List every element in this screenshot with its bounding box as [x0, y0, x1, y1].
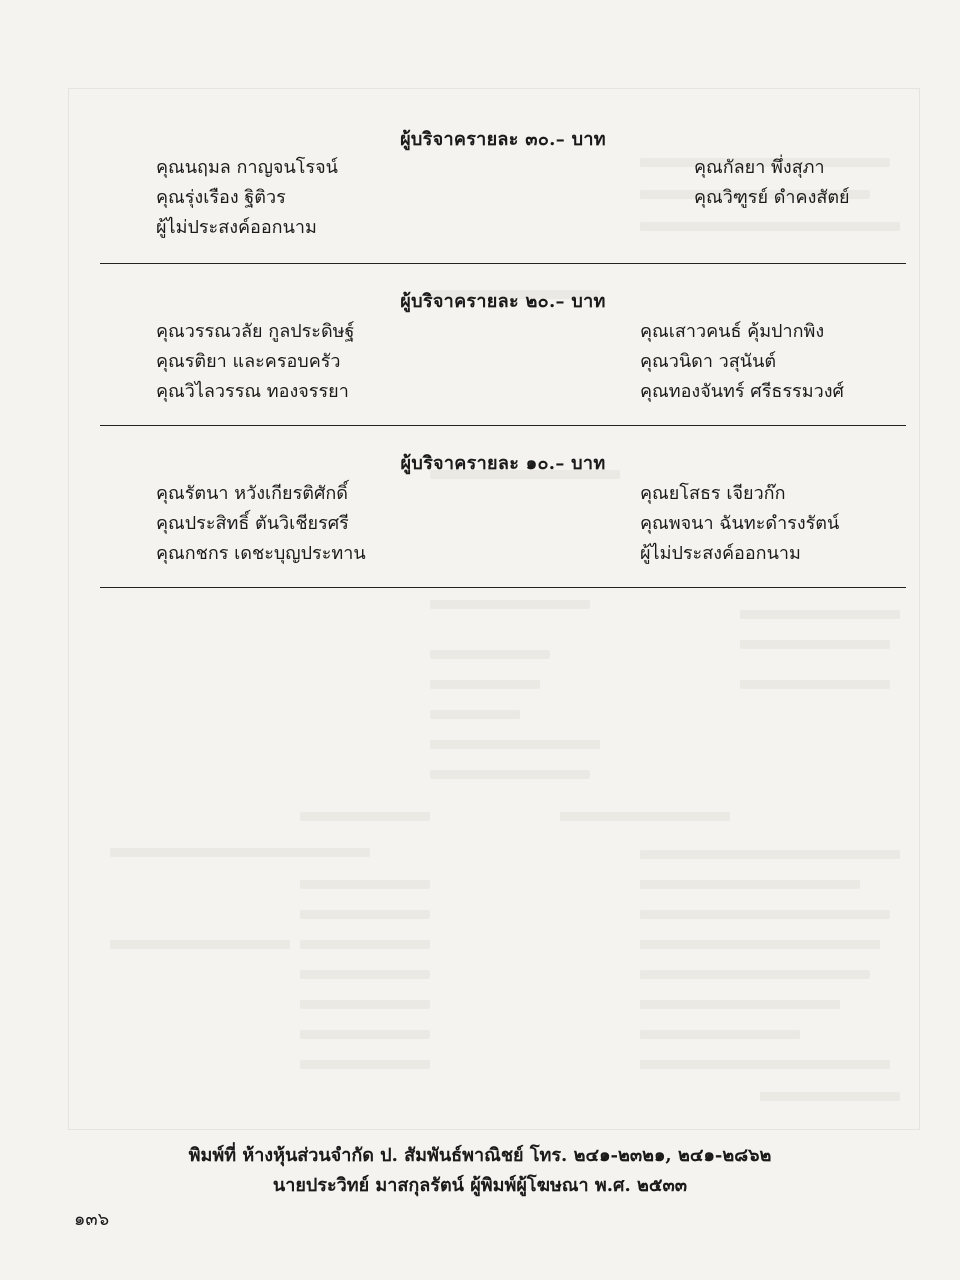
- bleed-through-line: [640, 850, 900, 859]
- donor-name: คุณวิฑูรย์ ดำคงสัตย์: [694, 187, 850, 208]
- donor-name: คุณวนิดา วสุนันต์: [640, 351, 777, 372]
- publisher-info: นายประวิทย์ มาสกุลรัตน์ ผู้พิมพ์ผู้โฆษณา พ.ศ. ๒๕๓๓: [272, 1175, 688, 1196]
- donor-name: คุณกัลยา พึ่งสุภา: [694, 157, 825, 178]
- bleed-through-line: [740, 610, 900, 619]
- donor-name: ผู้ไม่ประสงค์ออกนาม: [156, 217, 317, 238]
- bleed-through-line: [300, 910, 430, 919]
- bleed-through-line: [740, 640, 890, 649]
- bleed-through-line: [640, 1060, 890, 1069]
- bleed-through-line: [640, 910, 890, 919]
- donor-name: ผู้ไม่ประสงค์ออกนาม: [640, 543, 801, 564]
- donor-name: คุณนฤมล กาญจนโรจน์: [156, 157, 338, 178]
- section-divider: [100, 587, 906, 588]
- donor-name: คุณรุ่งเรือง ฐิติวร: [156, 187, 286, 208]
- bleed-through-line: [430, 770, 590, 779]
- donor-name: คุณวิไลวรรณ ทองจรรยา: [156, 381, 349, 402]
- donor-name: คุณรัตนา หวังเกียรติศักดิ์: [156, 483, 348, 504]
- bleed-through-line: [640, 880, 860, 889]
- bleed-through-line: [300, 1000, 430, 1009]
- bleed-through-line: [300, 940, 430, 949]
- bleed-through-line: [640, 222, 900, 231]
- bleed-through-line: [300, 880, 430, 889]
- bleed-through-line: [430, 650, 550, 659]
- donor-name: คุณทองจันทร์ ศรีธรรมวงศ์: [640, 381, 844, 402]
- bleed-through-line: [110, 848, 370, 857]
- bleed-through-line: [300, 1060, 430, 1069]
- section-title: ผู้บริจาครายละ ๑๐.– บาท: [400, 453, 606, 474]
- bleed-through-line: [560, 812, 730, 821]
- bleed-through-line: [300, 1030, 430, 1039]
- donor-name: คุณเสาวคนธ์ คุ้มปากพิง: [640, 321, 825, 342]
- bleed-through-line: [640, 1030, 800, 1039]
- donor-name: คุณรติยา และครอบครัว: [156, 351, 341, 372]
- donor-name: คุณกชกร เดชะบุญประทาน: [156, 543, 366, 564]
- bleed-through-line: [740, 680, 890, 689]
- donor-name: คุณประสิทธิ์ ตันวิเชียรศรี: [156, 513, 349, 534]
- page-number: ๑๓๖: [74, 1209, 110, 1230]
- bleed-through-line: [430, 600, 590, 609]
- section-title: ผู้บริจาครายละ ๓๐.– บาท: [400, 129, 606, 150]
- bleed-through-line: [300, 812, 430, 821]
- bleed-through-line: [430, 740, 600, 749]
- section-divider: [100, 425, 906, 426]
- bleed-through-line: [640, 970, 870, 979]
- section-divider: [100, 263, 906, 264]
- bleed-through-line: [430, 680, 540, 689]
- bleed-through-line: [640, 1000, 840, 1009]
- donor-name: คุณยโสธร เจียวก๊ก: [640, 483, 786, 504]
- donor-name: คุณพจนา ฉันทะดำรงรัตน์: [640, 513, 840, 534]
- bleed-through-line: [640, 940, 880, 949]
- donor-name: คุณวรรณวลัย กูลประดิษฐ์: [156, 321, 355, 342]
- printer-info: พิมพ์ที่ ห้างหุ้นส่วนจำกัด ป. สัมพันธ์พาณิชย์ โทร. ๒๔๑-๒๓๒๑, ๒๔๑-๒๘๖๒: [188, 1145, 772, 1166]
- bleed-through-line: [760, 1092, 900, 1101]
- bleed-through-line: [430, 710, 520, 719]
- bleed-through-line: [300, 970, 430, 979]
- bleed-through-line: [110, 940, 290, 949]
- section-title: ผู้บริจาครายละ ๒๐.– บาท: [400, 291, 606, 312]
